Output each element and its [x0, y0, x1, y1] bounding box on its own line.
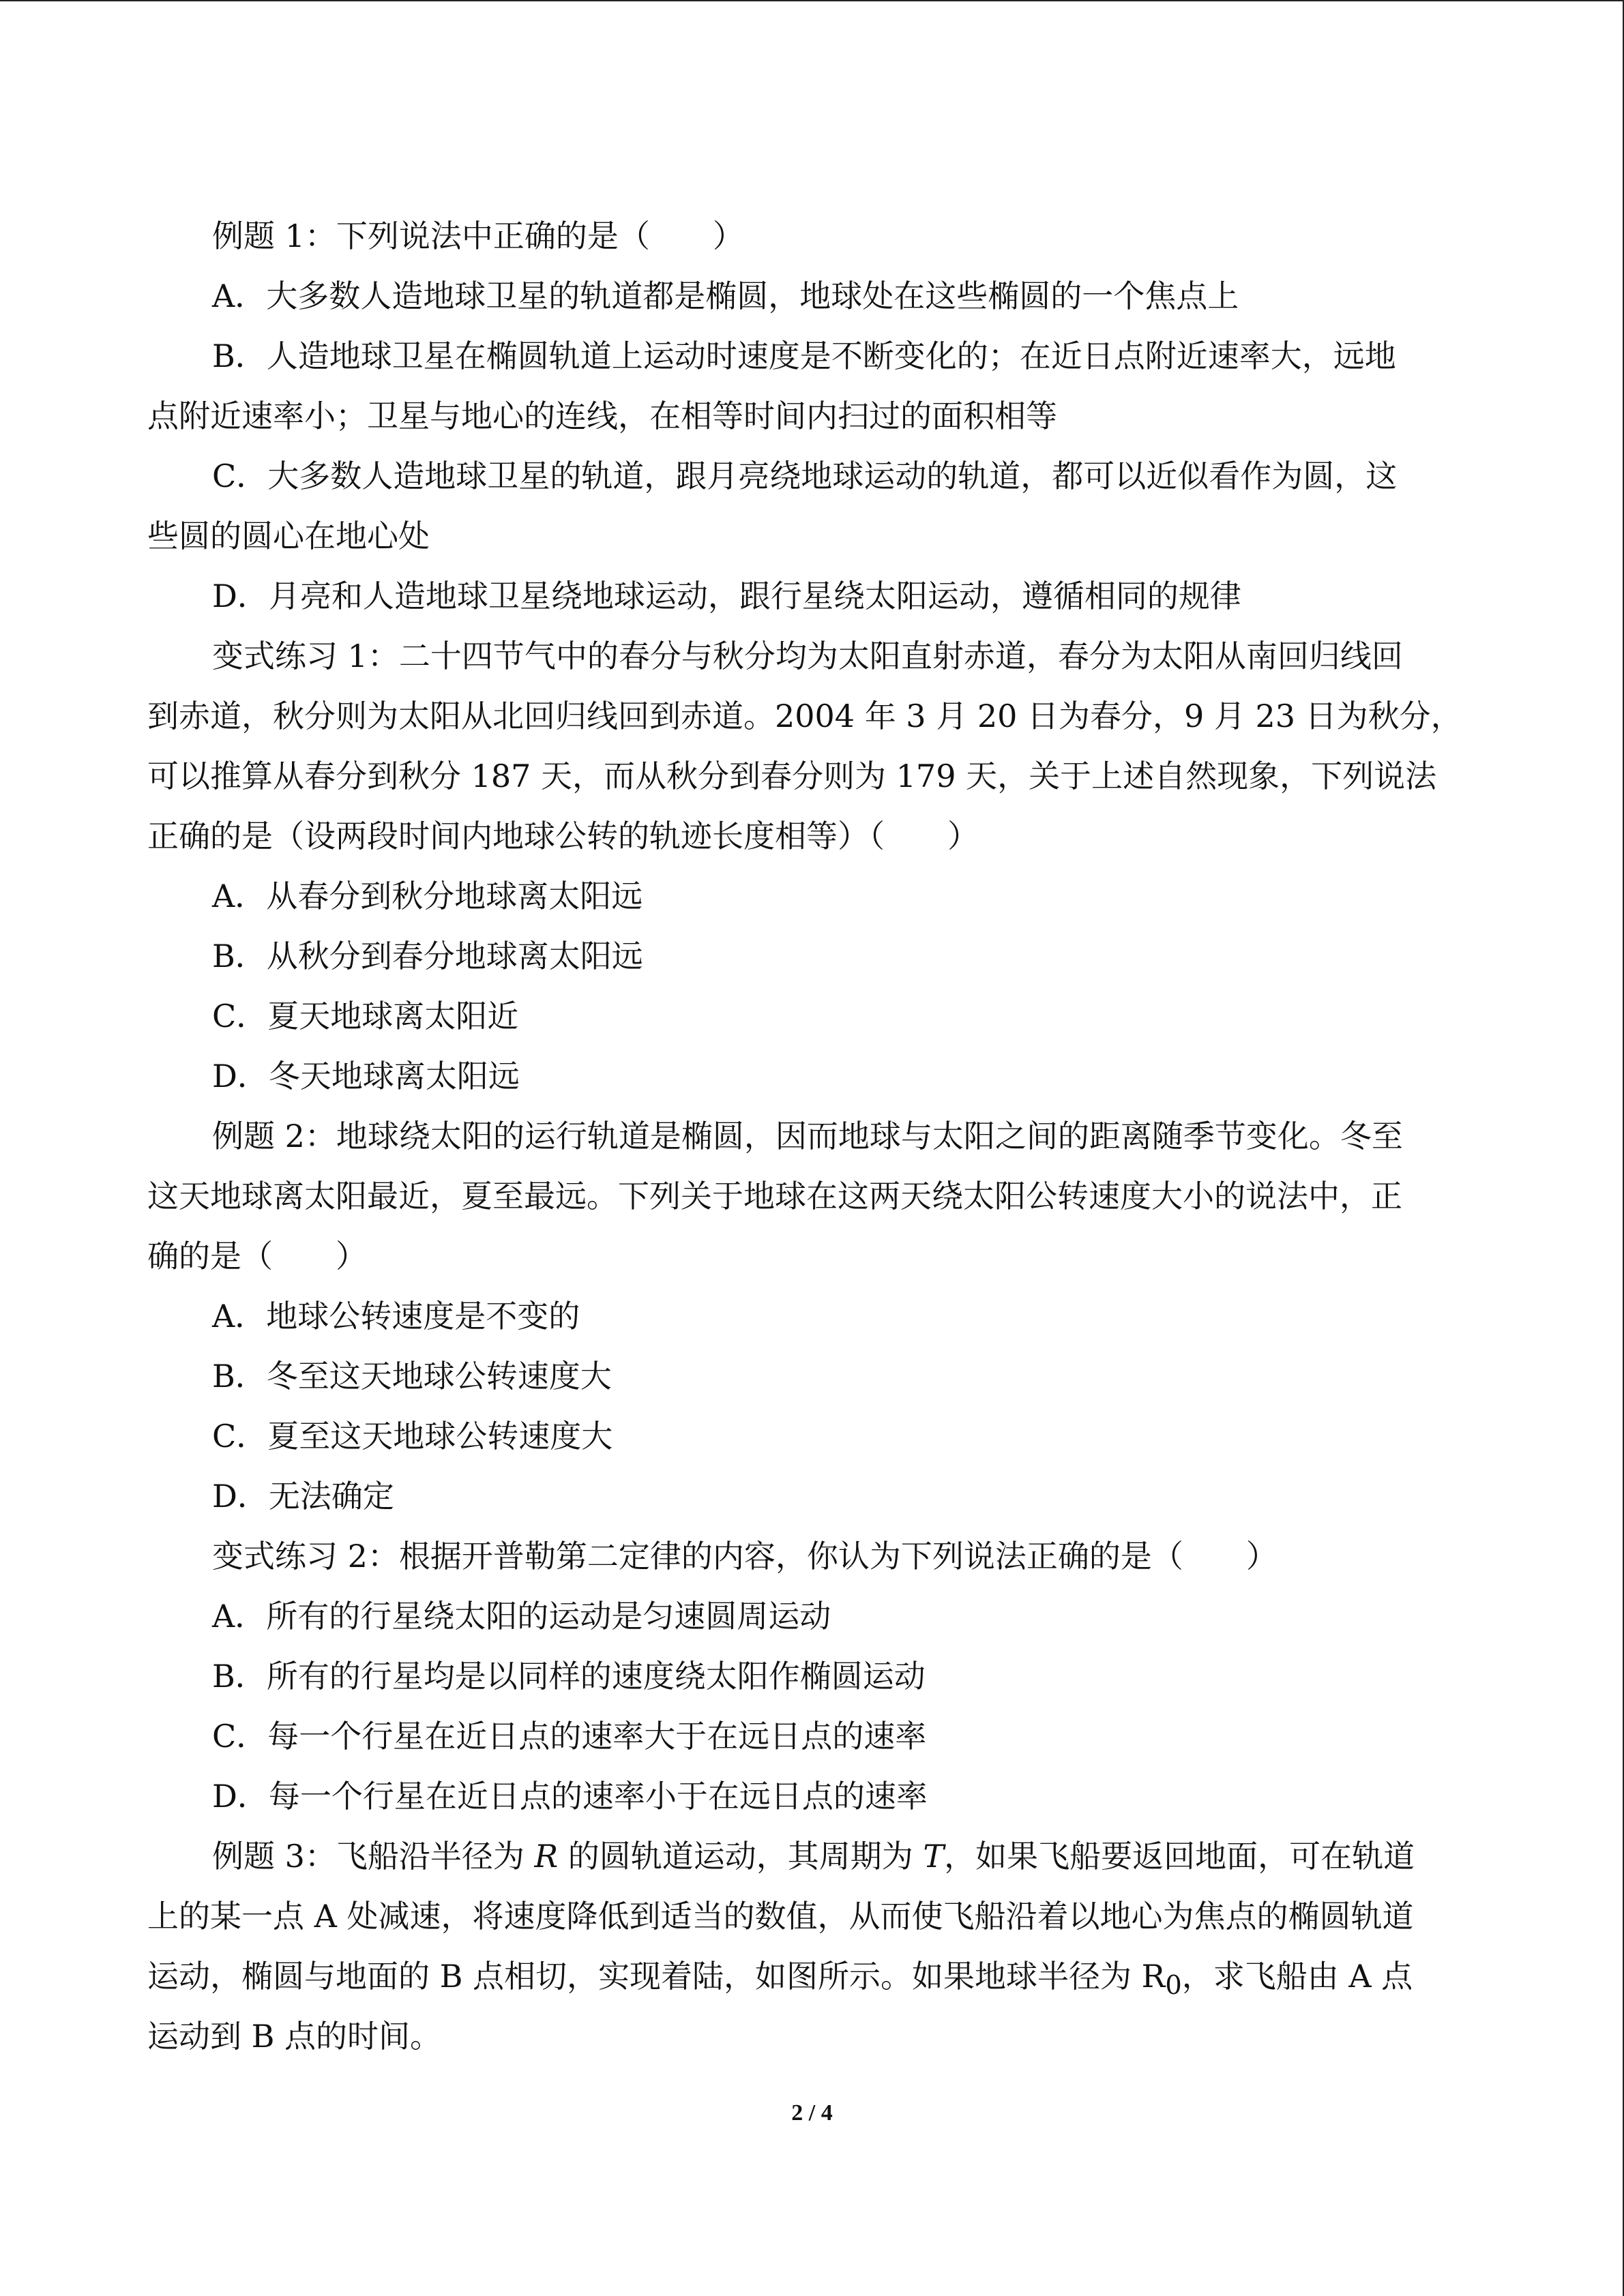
ex3-text-3b: ，求飞船由 A 点 — [1181, 1958, 1413, 1995]
ex1-option-b-cont: 点附近速率小；卫星与地心的连线，在相等时间内扫过的面积相等 — [147, 398, 1057, 434]
practice1-option-c: C．夏天地球离太阳近 — [212, 998, 519, 1034]
document-body — [147, 206, 1462, 2066]
practice1-question: 变式练习 1：二十四节气中的春分与秋分均为太阳直射赤道，春分为太阳从南回归线回 — [212, 638, 1403, 674]
ex3-question-cont-2 — [147, 1946, 1457, 2006]
ex3-text-1b: 的圆轨道运动，其周期为 — [558, 1838, 924, 1875]
practice2-option-a: A．所有的行星绕太阳的运动是匀速圆周运动 — [212, 1598, 831, 1635]
practice1-option-a: A．从春分到秋分地球离太阳远 — [212, 878, 643, 914]
ex2-question-cont-1: 这天地球离太阳最近，夏至最远。下列关于地球在这两天绕太阳公转速度大小的说法中，正 — [147, 1178, 1402, 1214]
ex3-question — [147, 1826, 1457, 1886]
ex3-text-1a: 例题 3：飞船沿半径为 — [212, 1838, 535, 1875]
ex3-question-cont-3: 运动到 B 点的时间。 — [147, 2018, 442, 2055]
ex2-question-cont-2: 确的是（ ） — [147, 1238, 367, 1274]
practice1-question-cont-1: 到赤道，秋分则为太阳从北回归线回到赤道。2004 年 3 月 20 日为春分，9 月 23 日为秋分， — [147, 698, 1462, 734]
ex3-var-r: R — [534, 1838, 559, 1875]
ex2-question: 例题 2：地球绕太阳的运行轨道是椭圆，因而地球与太阳之间的距离随季节变化。冬至 — [212, 1118, 1403, 1154]
ex2-option-b: B．冬至这天地球公转速度大 — [212, 1358, 612, 1395]
ex1-option-a: A．大多数人造地球卫星的轨道都是椭圆，地球处在这些椭圆的一个焦点上 — [212, 278, 1239, 314]
page-number: 2 / 4 — [791, 2100, 833, 2126]
practice1-question-cont-2: 可以推算从春分到秋分 187 天，而从秋分到春分则为 179 天，关于上述自然现象，下列说法 — [147, 758, 1437, 794]
ex3-text-1c: ，如果飞船要返回地面，可在轨道 — [944, 1838, 1415, 1875]
ex1-option-c: C．大多数人造地球卫星的轨道，跟月亮绕地球运动的轨道，都可以近似看作为圆，这 — [212, 458, 1398, 494]
ex2-option-a: A．地球公转速度是不变的 — [212, 1298, 580, 1335]
practice2-option-b: B．所有的行星均是以同样的速度绕太阳作椭圆运动 — [212, 1658, 926, 1695]
ex3-var-t: T — [923, 1838, 945, 1875]
ex3-text-3a: 运动，椭圆与地面的 B 点相切，实现着陆，如图所示。如果地球半径为 R — [147, 1958, 1166, 1995]
practice1-option-d: D．冬天地球离太阳远 — [212, 1058, 520, 1094]
practice2-option-d: D．每一个行星在近日点的速率小于在远日点的速率 — [212, 1778, 928, 1815]
ex3-subscript-0: 0 — [1165, 1970, 1182, 2001]
ex2-option-c: C．夏至这天地球公转速度大 — [212, 1418, 613, 1455]
ex1-option-d: D．月亮和人造地球卫星绕地球运动，跟行星绕太阳运动，遵循相同的规律 — [212, 578, 1241, 614]
practice2-question: 变式练习 2：根据开普勒第二定律的内容，你认为下列说法正确的是（ ） — [212, 1538, 1278, 1575]
ex2-option-d: D．无法确定 — [212, 1478, 394, 1515]
ex1-option-b: B．人造地球卫星在椭圆轨道上运动时速度是不断变化的；在近日点附近速率大，远地 — [212, 338, 1396, 374]
practice1-option-b: B．从秋分到春分地球离太阳远 — [212, 938, 643, 974]
ex1-option-c-cont: 些圆的圆心在地心处 — [147, 518, 430, 554]
practice2-option-c: C．每一个行星在近日点的速率大于在远日点的速率 — [212, 1718, 927, 1755]
ex1-question: 例题 1：下列说法中正确的是（ ） — [212, 218, 744, 254]
ex3-question-cont-1: 上的某一点 A 处减速，将速度降低到适当的数值，从而使飞船沿着以地心为焦点的椭圆轨道 — [147, 1898, 1414, 1935]
practice1-question-cont-3: 正确的是（设两段时间内地球公转的轨迹长度相等）（ ） — [147, 818, 979, 854]
